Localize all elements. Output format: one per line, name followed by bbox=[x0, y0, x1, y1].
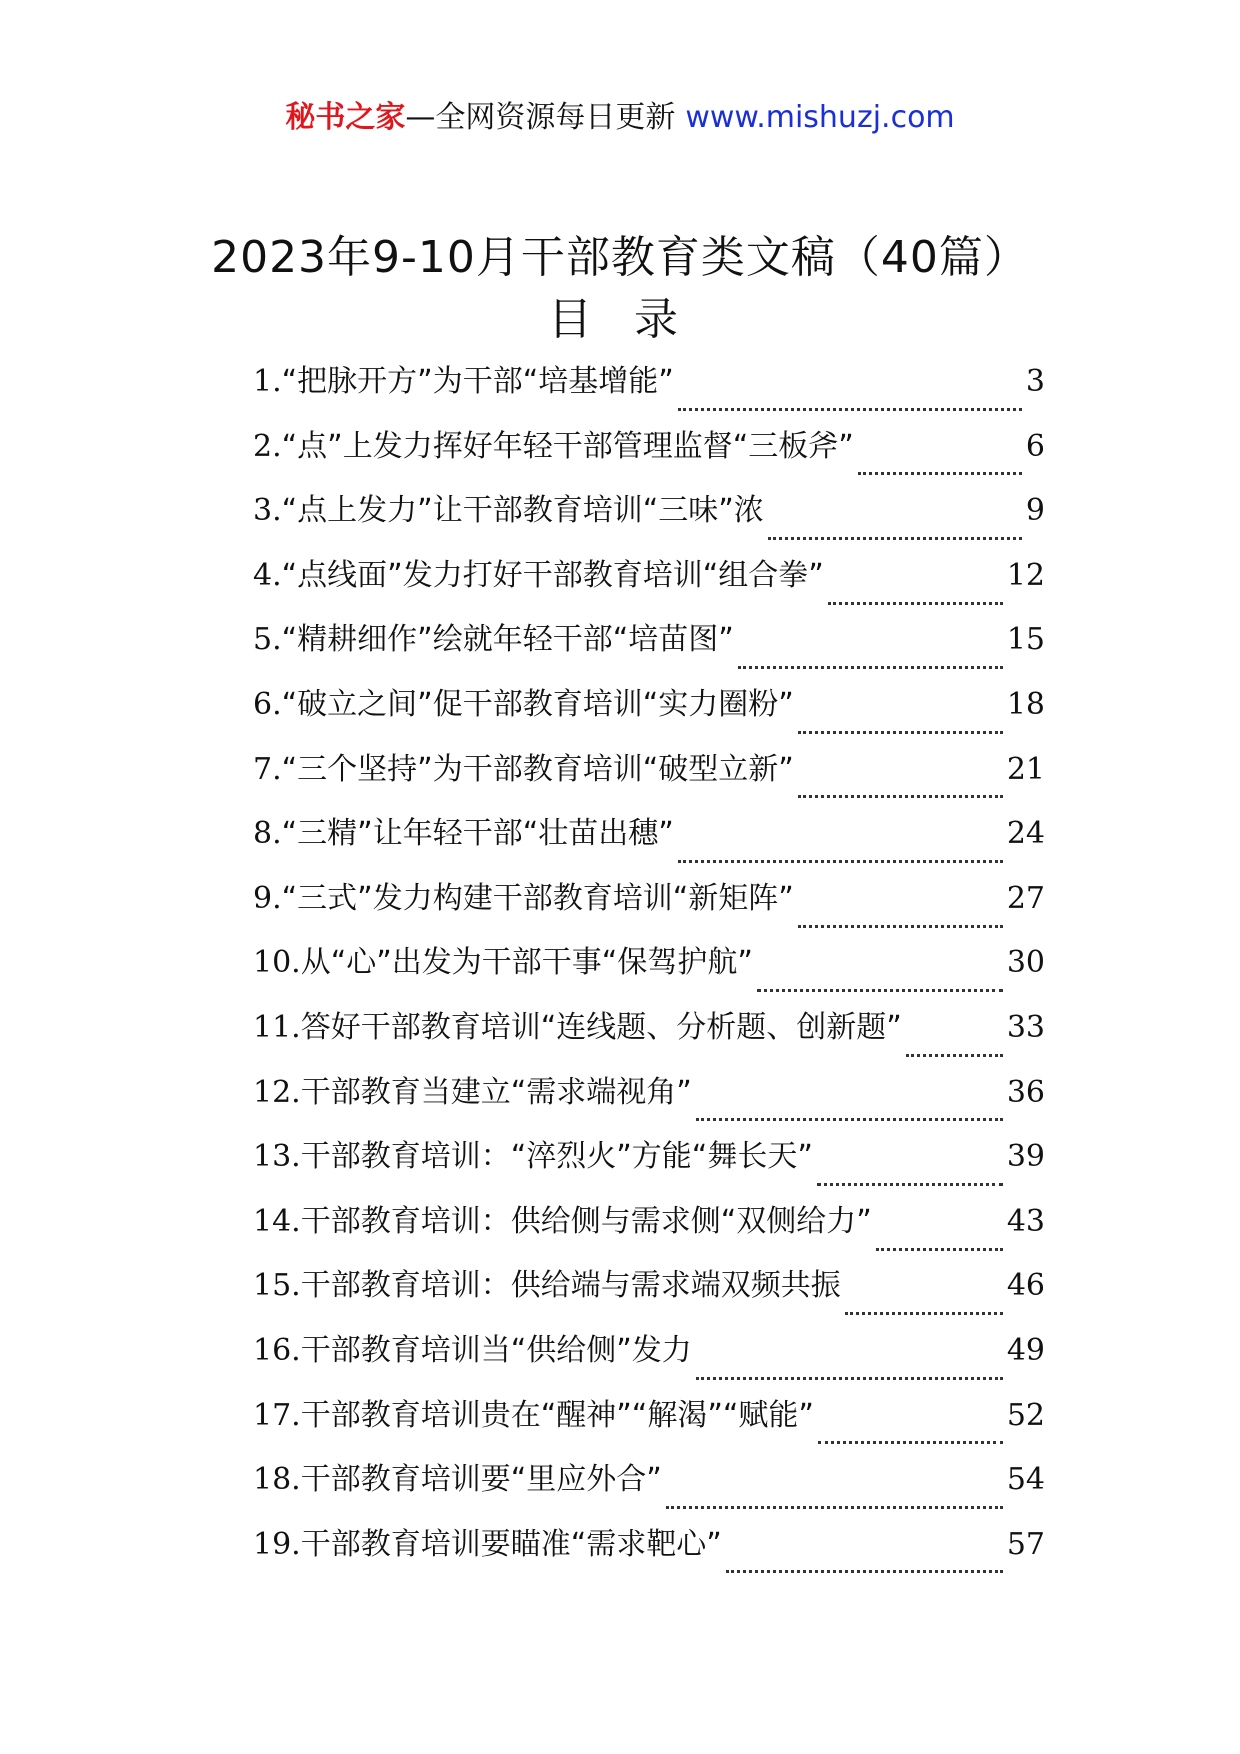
toc-entry-page: 54 bbox=[1006, 1462, 1045, 1498]
toc-entry-title: 干部教育培训：“淬烈火”方能“舞长天” bbox=[300, 1139, 813, 1175]
toc-entry-title: “点上发力”让干部教育培训“三味”浓 bbox=[281, 493, 764, 529]
toc-entry-page: 39 bbox=[1006, 1139, 1045, 1175]
toc-dot-leader bbox=[828, 576, 1003, 605]
toc-entry-number: 5. bbox=[253, 622, 282, 658]
toc-dot-leader bbox=[845, 1286, 1003, 1315]
toc-dot-leader bbox=[726, 1544, 1003, 1573]
toc-entry[interactable] bbox=[253, 1202, 1045, 1267]
toc-dot-leader bbox=[817, 1157, 1003, 1186]
toc-entry-number: 19. bbox=[253, 1526, 301, 1562]
toc-entry-number: 10. bbox=[253, 945, 301, 981]
toc-entry[interactable] bbox=[253, 879, 1045, 944]
toc-entry-page: 57 bbox=[1006, 1526, 1045, 1562]
toc-entry-title: “三个坚持”为干部教育培训“破型立新” bbox=[281, 751, 794, 787]
toc-dot-leader bbox=[798, 769, 1003, 798]
toc-entry-title: 答好干部教育培训“连线题、分析题、创新题” bbox=[300, 1009, 902, 1045]
toc-entry-page: 18 bbox=[1006, 686, 1045, 722]
toc-entry-page: 43 bbox=[1006, 1203, 1045, 1239]
toc-entry[interactable] bbox=[253, 1525, 1045, 1590]
toc-entry-title: “破立之间”促干部教育培训“实力圈粉” bbox=[281, 686, 794, 722]
toc-entry[interactable] bbox=[253, 491, 1045, 556]
toc-entry-title: 干部教育培训要瞄准“需求靶心” bbox=[300, 1526, 722, 1562]
toc-entry[interactable] bbox=[253, 556, 1045, 621]
toc-entry-number: 14. bbox=[253, 1203, 301, 1239]
toc-entry[interactable] bbox=[253, 620, 1045, 685]
toc-entry[interactable] bbox=[253, 943, 1045, 1008]
header-slogan: —全网资源每日更新 bbox=[405, 100, 676, 135]
toc-entry-number: 1. bbox=[253, 364, 282, 399]
toc-entry-title: 从“心”出发为干部干事“保驾护航” bbox=[300, 945, 753, 981]
toc-entry-number: 11. bbox=[253, 1009, 301, 1045]
toc-entry-page: 30 bbox=[1006, 945, 1045, 981]
toc-dot-leader bbox=[696, 1092, 1003, 1121]
toc-entry-title: 干部教育培训贵在“醒神”“解渴”“赋能” bbox=[300, 1397, 814, 1433]
toc-dot-leader bbox=[738, 640, 1003, 669]
toc-entry-page: 27 bbox=[1006, 880, 1045, 916]
site-url-link[interactable]: www.mishuzj.com bbox=[685, 100, 955, 135]
toc-entry-title: 干部教育当建立“需求端视角” bbox=[300, 1074, 692, 1110]
toc-entry-number: 9. bbox=[253, 880, 282, 916]
toc-entry-page: 36 bbox=[1006, 1074, 1045, 1110]
toc-entry-number: 2. bbox=[253, 428, 282, 464]
table-of-contents bbox=[253, 362, 1045, 1589]
toc-entry-page: 12 bbox=[1006, 557, 1045, 593]
toc-entry-title: 干部教育培训要“里应外合” bbox=[300, 1462, 662, 1498]
toc-entry-title: “点”上发力挥好年轻干部管理监督“三板斧” bbox=[281, 428, 854, 464]
toc-entry[interactable] bbox=[253, 1331, 1045, 1396]
toc-entry[interactable] bbox=[253, 685, 1045, 750]
toc-entry[interactable] bbox=[253, 814, 1045, 879]
toc-entry-page: 15 bbox=[1006, 622, 1045, 658]
toc-entry-title: “把脉开方”为干部“培基增能” bbox=[281, 364, 674, 399]
toc-entry-number: 6. bbox=[253, 686, 282, 722]
toc-entry-number: 15. bbox=[253, 1268, 301, 1304]
toc-dot-leader bbox=[818, 1415, 1003, 1444]
toc-entry-page: 52 bbox=[1006, 1397, 1045, 1433]
toc-entry-title: “点线面”发力打好干部教育培训“组合拳” bbox=[281, 557, 824, 593]
toc-dot-leader bbox=[876, 1222, 1003, 1251]
toc-entry[interactable] bbox=[253, 362, 1045, 427]
toc-entry[interactable] bbox=[253, 750, 1045, 815]
toc-entry-number: 13. bbox=[253, 1139, 301, 1175]
toc-entry-number: 7. bbox=[253, 751, 282, 787]
site-header bbox=[0, 98, 1240, 138]
toc-entry-number: 17. bbox=[253, 1397, 301, 1433]
toc-dot-leader bbox=[757, 963, 1003, 992]
toc-entry-title: “三精”让年轻干部“壮苗出穗” bbox=[281, 816, 674, 852]
toc-entry[interactable] bbox=[253, 1460, 1045, 1525]
toc-entry-title: 干部教育培训：供给侧与需求侧“双侧给力” bbox=[300, 1203, 872, 1239]
toc-entry-title: “三式”发力构建干部教育培训“新矩阵” bbox=[281, 880, 794, 916]
toc-entry-title: 干部教育培训：供给端与需求端双频共振 bbox=[300, 1268, 841, 1304]
toc-entry-title: “精耕细作”绘就年轻干部“培苗图” bbox=[281, 622, 734, 658]
toc-entry-page: 33 bbox=[1006, 1009, 1045, 1045]
toc-entry-page: 3 bbox=[1025, 364, 1045, 399]
brand-name: 秘书之家 bbox=[285, 100, 406, 135]
toc-dot-leader bbox=[858, 446, 1022, 475]
toc-entry-page: 9 bbox=[1025, 493, 1045, 529]
toc-heading: 目 录 bbox=[548, 294, 692, 345]
toc-dot-leader bbox=[768, 511, 1022, 540]
toc-entry[interactable] bbox=[253, 427, 1045, 492]
toc-dot-leader bbox=[666, 1480, 1003, 1509]
toc-entry-number: 3. bbox=[253, 493, 282, 529]
toc-dot-leader bbox=[798, 899, 1003, 928]
toc-entry-number: 16. bbox=[253, 1332, 301, 1368]
toc-entry[interactable] bbox=[253, 1266, 1045, 1331]
toc-entry-number: 4. bbox=[253, 557, 282, 593]
toc-entry-number: 8. bbox=[253, 816, 282, 852]
toc-dot-leader bbox=[696, 1351, 1003, 1380]
toc-dot-leader bbox=[798, 705, 1003, 734]
toc-entry-page: 49 bbox=[1006, 1332, 1045, 1368]
toc-entry[interactable] bbox=[253, 1008, 1045, 1073]
toc-dot-leader bbox=[678, 382, 1022, 411]
toc-entry-page: 24 bbox=[1006, 816, 1045, 852]
toc-entry-page: 46 bbox=[1006, 1268, 1045, 1304]
toc-entry[interactable] bbox=[253, 1137, 1045, 1202]
toc-entry-page: 21 bbox=[1006, 751, 1045, 787]
toc-entry-number: 18. bbox=[253, 1462, 301, 1498]
toc-entry-page: 6 bbox=[1025, 428, 1045, 464]
toc-entry-number: 12. bbox=[253, 1074, 301, 1110]
toc-entry[interactable] bbox=[253, 1073, 1045, 1138]
document-title: 2023年9-10月干部教育类文稿（40篇） bbox=[211, 232, 1029, 283]
toc-entry[interactable] bbox=[253, 1396, 1045, 1461]
toc-dot-leader bbox=[906, 1028, 1003, 1057]
toc-dot-leader bbox=[678, 834, 1003, 863]
toc-entry-title: 干部教育培训当“供给侧”发力 bbox=[300, 1332, 692, 1368]
